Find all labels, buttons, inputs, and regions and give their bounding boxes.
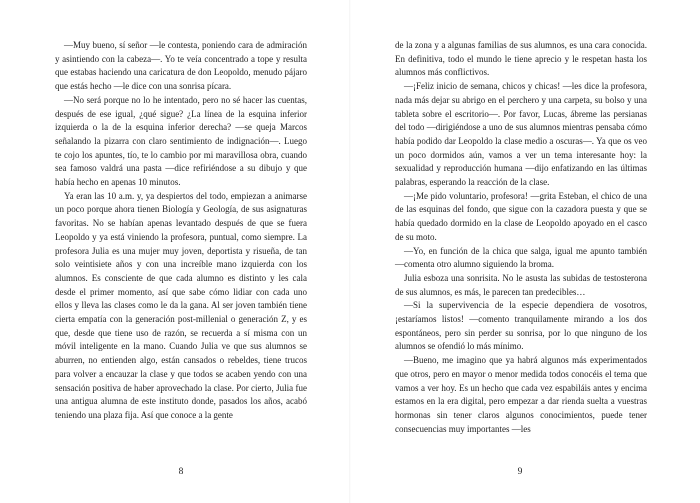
page-number: 8 [178, 467, 184, 477]
paragraph: de la zona y a algunas familias de sus alumnos, es una cara conocida. En definitiva, todo el mundo le tiene aprecio y le respetan hasta los alumnos más conflictivos. [395, 40, 647, 78]
paragraph: —Bueno, me imagino que ya habrá algunos más experimentados que otros, pero en mayor o menor medida todos conocéis el tema que vamos a ver hoy. Es un hecho que cada vez espabiláis antes y encima estamos en la era digital, pero empezar a dar rienda suelta a vuestras hormonas sin tener claros algunos conocimientos, puede tener consecuencias muy importantes —les [395, 355, 647, 434]
paragraph: —Si la supervivencia de la especie dependiera de vosotros, ¡estaríamos listos! —comento tranquilamente mirando a los dos espontáneos, pero sin perder su sonrisa, por lo que ninguno de los alumnos se ofendió lo más mínimo. [395, 300, 647, 352]
right-page [350, 0, 700, 503]
left-page-text [55, 39, 307, 423]
paragraph: —¡Feliz inicio de semana, chicos y chicas! —les dice la profesora, nada más dejar su abrigo en el perchero y una carpeta, su bolso y una tableta sobre el escritorio—. Por favor, Lucas, ábreme las persianas del todo —dirigiéndose a uno de sus alumnos mientras pensaba cómo había podido dar Leopoldo la clase medio a oscuras—. Ya que os veo un poco dormidos aún, vamos a ver un tema interesante hoy: la sexualidad y reproducción humana —dijo enfatizando en las últimas palabras, esperando la reacción de la clase. [395, 81, 647, 188]
right-page-text [395, 39, 647, 436]
paragraph: —Muy bueno, sí señor —le contesta, poniendo cara de admiración y asintiendo con la cabeza—. Yo te veía concentrado a tope y resulta que estabas haciendo una caricatura de don Leopoldo, menudo pájaro que estás hecho —le dice con una sonrisa pícara. [55, 40, 307, 92]
paragraph: —¡Me pido voluntario, profesora! —grita Esteban, el chico de una de las esquinas del fondo, que sigue con la cazadora puesta y que se había quedado dormido en la clase de Leopoldo apoyado en el casco de su moto. [395, 190, 647, 242]
paragraph: —No será porque no lo he intentado, pero no sé hacer las cuentas, después de ese igual, ¿qué sigue? ¿La línea de la esquina inferior izquierda o la de la esquina inferior derecha? —se queja Marcos señalando la pizarra con claro sentimiento de indignación—. Luego te cojo los apuntes, tío, te lo cambio por mi maravillosa obra, cuando sea famoso valdrá una pasta —dice refiriéndose a su dibujo y que había hecho en apenas 10 minutos. [55, 94, 307, 188]
paragraph: —Yo, en función de la chica que salga, igual me apunto también —comenta otro alumno siguiendo la broma. [395, 245, 647, 270]
paragraph: Julia esboza una sonrisita. No le asusta las subidas de testosterona de sus alumnos, es más, le parecen tan predecibles… [395, 272, 647, 297]
paragraph: Ya eran las 10 a.m. y, ya despiertos del todo, empiezan a animarse un poco porque ahora tienen Biología y Geología, de sus asignaturas favoritas. No se habían apenas levantado después de que se fuera Leopoldo y ya está viniendo la profesora, puntual, como siempre. La profesora Julia es una mujer muy joven, deportista y risueña, de tan solo veintisiete años y con una increíble mano izquierda con los alumnos. Es consciente de que cada alumno es distinto y les cala desde el primer momento, así que sabe cómo lidiar con cada uno ellos y lleva las clases como le da la gana. Al ser joven también tiene cierta empatía con la generación post-millenial o generación Z, y es que, desde que tiene uso de razón, se recuerda a sí misma con un móvil inteligente en la mano. Cuando Julia ve que sus alumnos se aburren, no entienden algo, están cansados o rebeldes, tiene trucos para volver a encauzar la clase y que todos se acaben yendo con una sensación positiva de haber aprovechado la clase. Por cierto, Julia fue una antigua alumna de este instituto donde, pasados los años, acabó teniendo una plaza fija. Así que conoce a la gente [55, 190, 307, 420]
page-number: 9 [517, 467, 523, 477]
